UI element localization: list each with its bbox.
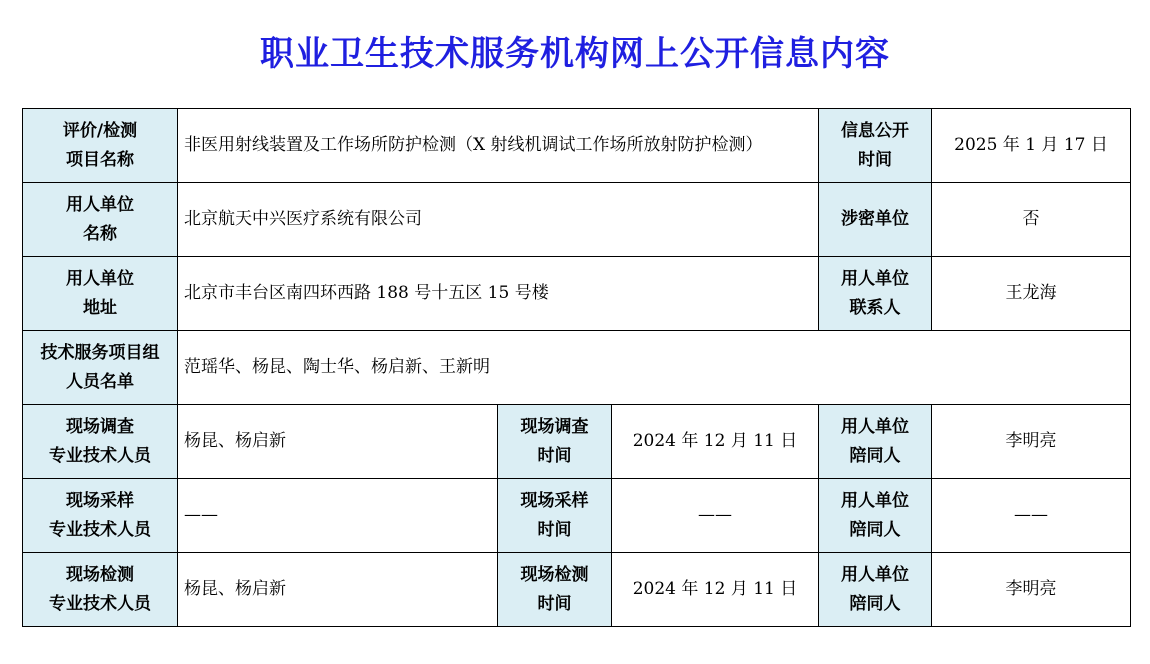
sampling-time-label: 现场采样 时间 bbox=[498, 479, 612, 553]
employer-contact-label: 用人单位 联系人 bbox=[819, 257, 932, 331]
testing-time-value: 2024 年 12 月 11 日 bbox=[612, 553, 819, 627]
testing-time-label: 现场检测 时间 bbox=[498, 553, 612, 627]
team-members-label: 技术服务项目组 人员名单 bbox=[23, 331, 178, 405]
project-name-label: 评价/检测 项目名称 bbox=[23, 109, 178, 183]
testing-escort-label: 用人单位 陪同人 bbox=[819, 553, 932, 627]
employer-address-value: 北京市丰台区南四环西路 188 号十五区 15 号楼 bbox=[178, 257, 819, 331]
sampling-staff-value: —— bbox=[178, 479, 498, 553]
table-row-address bbox=[23, 257, 1131, 331]
table-row-team bbox=[23, 331, 1131, 405]
survey-staff-label: 现场调查 专业技术人员 bbox=[23, 405, 178, 479]
publish-time-value: 2025 年 1 月 17 日 bbox=[932, 109, 1131, 183]
project-name-value: 非医用射线装置及工作场所防护检测（X 射线机调试工作场所放射防护检测） bbox=[178, 109, 819, 183]
page-title: 职业卫生技术服务机构网上公开信息内容 bbox=[260, 34, 890, 74]
survey-staff-value: 杨昆、杨启新 bbox=[178, 405, 498, 479]
survey-time-value: 2024 年 12 月 11 日 bbox=[612, 405, 819, 479]
publish-time-label: 信息公开 时间 bbox=[819, 109, 932, 183]
sampling-time-value: —— bbox=[612, 479, 819, 553]
sampling-staff-label: 现场采样 专业技术人员 bbox=[23, 479, 178, 553]
classified-unit-label: 涉密单位 bbox=[819, 183, 932, 257]
sampling-escort-label: 用人单位 陪同人 bbox=[819, 479, 932, 553]
info-table bbox=[22, 108, 1131, 627]
classified-unit-value: 否 bbox=[932, 183, 1131, 257]
employer-name-label: 用人单位 名称 bbox=[23, 183, 178, 257]
table-row-sampling bbox=[23, 479, 1131, 553]
survey-escort-label: 用人单位 陪同人 bbox=[819, 405, 932, 479]
testing-escort-value: 李明亮 bbox=[932, 553, 1131, 627]
table-row-testing bbox=[23, 553, 1131, 627]
testing-staff-label: 现场检测 专业技术人员 bbox=[23, 553, 178, 627]
sampling-escort-value: —— bbox=[932, 479, 1131, 553]
table-row-survey bbox=[23, 405, 1131, 479]
table-row-employer bbox=[23, 183, 1131, 257]
survey-time-label: 现场调查 时间 bbox=[498, 405, 612, 479]
employer-address-label: 用人单位 地址 bbox=[23, 257, 178, 331]
team-members-value: 范瑶华、杨昆、陶士华、杨启新、王新明 bbox=[178, 331, 1131, 405]
employer-name-value: 北京航天中兴医疗系统有限公司 bbox=[178, 183, 819, 257]
survey-escort-value: 李明亮 bbox=[932, 405, 1131, 479]
table-row-project bbox=[23, 109, 1131, 183]
testing-staff-value: 杨昆、杨启新 bbox=[178, 553, 498, 627]
employer-contact-value: 王龙海 bbox=[932, 257, 1131, 331]
